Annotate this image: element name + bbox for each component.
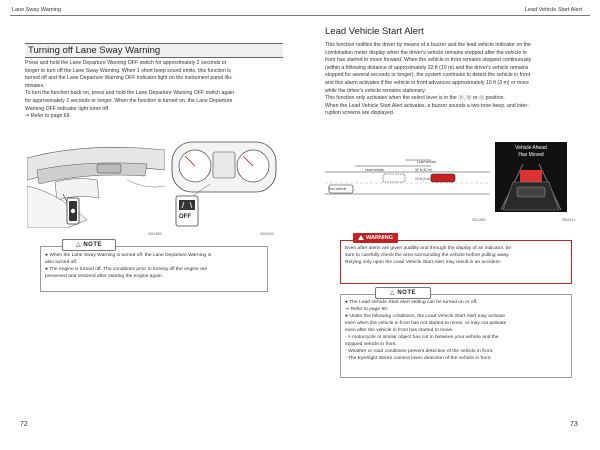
figure-code: SB1286 [472, 218, 486, 222]
paragraph-line: To turn the function back on, press and hold the Lane Departure Warning OFF switch again [25, 90, 235, 97]
paragraph-line: turned off and the Lane Departure Warning OFF indicator light on the instrument panel illu- [25, 75, 233, 82]
info-icon: △ [76, 242, 82, 248]
paragraph-line: This function notifies the driver by means of a buzzer and the lead vehicle indicator on the [325, 42, 531, 48]
header-rule [300, 15, 590, 16]
body-paragraph [325, 42, 589, 118]
paragraph-line: Press and hold the Lane Departure Warning OFF switch for approximately 2 seconds or [25, 60, 227, 66]
running-header: Lane Sway Warning [12, 7, 62, 13]
list-item: preserved and restored after starting the engine again. [45, 274, 163, 279]
road-diagram [325, 142, 490, 218]
paragraph-line: (within a following distance of approximately 32 ft (10 m) and the driver's vehicle remains [325, 64, 529, 71]
note-badge [62, 239, 116, 251]
lead-vehicle-label: Lead vehicle [365, 168, 385, 172]
paragraph-line: minates. [25, 82, 45, 89]
paragraph-line: This function only activates when the select lever is in the Ⓓ, Ⓜ or Ⓝ position. [325, 95, 505, 102]
list-item: - A motorcycle or similar object has cut in between your vehicle and the [345, 335, 499, 340]
warning-line: Even after alerts are given audibly and through the display of an indicator, be [345, 246, 512, 251]
list-item: even when the vehicle in front has not started to move, or may not activate [345, 321, 507, 326]
paragraph-line: and this alarm activates if the vehicle in front advances approximately 10 ft (3 m) or more [325, 79, 529, 86]
paragraph-line: front has started to move forward. When the vehicle in front remains stopped continuously [325, 57, 532, 64]
figure-code: SB2388 [148, 232, 162, 236]
road-diagram-figure [325, 142, 490, 218]
list-item: also turned off. [45, 260, 78, 265]
distance-label: 10 ft (3 m) [415, 177, 431, 181]
note-list [45, 252, 263, 280]
body-paragraph [25, 60, 283, 121]
distance-label: 32 ft (10 m) [415, 168, 433, 172]
paragraph-line: while the driver's vehicle remains stationary. [325, 87, 426, 94]
section-title: Turning off Lane Sway Warning [28, 45, 161, 56]
paragraph-line: combination meter display when the driver's vehicle remains stopped after the vehicle in [325, 49, 527, 56]
section-title-box [25, 43, 283, 58]
info-icon: △ [390, 290, 396, 296]
right-page [300, 0, 600, 450]
list-item: ● When the Lane Sway Warning is turned off, the Lane Departure Warning is [45, 253, 212, 258]
display-line: Has Moved [518, 152, 544, 158]
list-item: - The EyeSight stereo camera loses detection of the vehicle in front. [345, 356, 492, 361]
note-badge [375, 287, 431, 299]
warning-line: sure to carefully check the area surrounding the vehicle before pulling away. [345, 253, 510, 258]
page-number: 72 [20, 421, 28, 428]
list-item: stopped vehicle in front. [345, 342, 397, 347]
paragraph-line: longer to turn off the Lane Sway Warning. When 1 short beep sound emits, this function is [25, 67, 231, 74]
header-rule [10, 15, 300, 16]
note-list [345, 299, 567, 362]
running-header: Lead Vehicle Start Alert [524, 7, 582, 13]
paragraph-line: for approximately 2 seconds or longer. When the function is turned on, the Lane Departure [25, 97, 233, 104]
list-item: ● Under the following conditions, the Lead Vehicle Start Alert may activate [345, 314, 506, 319]
list-item: ● The engine is turned off. The conditions prior to turning off the engine are [45, 267, 208, 272]
paragraph-line: Warning OFF indicator light turns off. [25, 105, 110, 112]
section-title: Lead Vehicle Start Alert [325, 26, 424, 37]
warning-badge [353, 233, 398, 243]
console-switch-illustration [27, 140, 165, 228]
note-label: NOTE [397, 290, 416, 296]
figure-code: SB2411 [562, 218, 576, 222]
note-label: NOTE [83, 242, 102, 248]
vehicle-ahead-display [495, 142, 567, 212]
warning-line: Relying only upon the Lead Vehicle Start Alert may result in an accident. [345, 260, 502, 265]
page-number: 73 [570, 421, 578, 428]
warning-label: WARNING [365, 235, 394, 241]
page-reference: ⇒ Refer to page 90. [345, 307, 389, 312]
lead-vehicle-icon [495, 142, 567, 212]
own-vehicle-label: Your vehicle [328, 187, 347, 191]
list-item: ● The Lead Vehicle Start Alert setting can be turned on or off. [345, 300, 478, 305]
display-line: Vehicle Ahead [515, 145, 547, 151]
paragraph-line: When the Lead Vehicle Start Alert activates, a buzzer sounds a two-tone beep, and inter- [325, 102, 529, 109]
paragraph-line: stopped for several seconds or longer), the system continues to detect the vehicle in front [325, 72, 531, 79]
instrument-panel-figure [170, 140, 278, 228]
page-reference: ⇒ Refer to page 69. [25, 113, 71, 120]
off-indicator-label: OFF [179, 214, 191, 220]
list-item: even after the vehicle in front has started to move. [345, 328, 454, 333]
paragraph-line: ruption screens are displayed. [325, 110, 395, 117]
warning-text [345, 245, 567, 266]
warning-triangle-icon [358, 235, 364, 240]
console-switch-figure [27, 140, 165, 228]
figure-code: SB2409 [260, 232, 274, 236]
list-item: - Weather or road conditions prevent detection of the vehicle in front. [345, 349, 494, 354]
lead-vehicle-label-2: Lead vehicle [417, 160, 437, 164]
